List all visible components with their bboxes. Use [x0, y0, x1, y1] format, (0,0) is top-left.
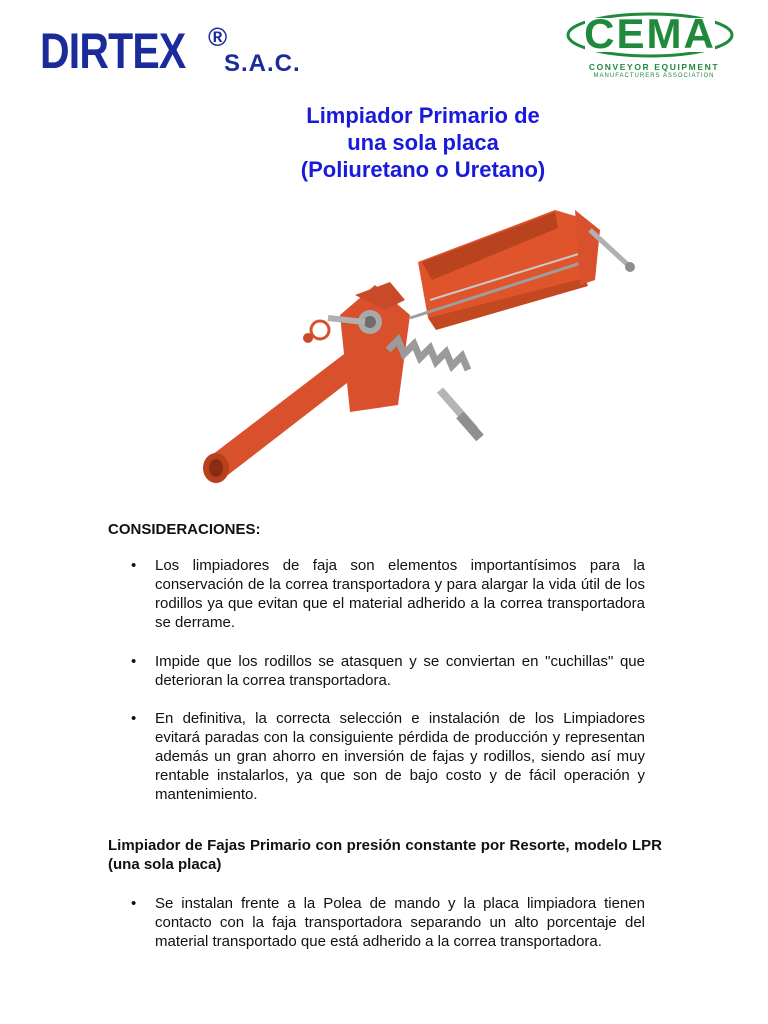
- consideration-item-1: Los limpiadores de faja son elementos importantísimos para la conservación de la correa transportadora y para alargar la vida útil de los rodillos ya que evitan que el material adherido a la correa transportadora se derrame.: [155, 557, 645, 631]
- cema-logo-acronym: CEMA: [584, 10, 716, 57]
- considerations-heading: CONSIDERACIONES:: [108, 521, 261, 538]
- bullet-marker: •: [131, 710, 137, 727]
- model-section-heading: Limpiador de Fajas Primario con presión constante por Resorte, modelo LPR (una sola placa): [108, 837, 662, 873]
- belt-cleaner-illustration: [190, 190, 650, 490]
- bullet-marker: •: [131, 895, 137, 912]
- document-title-line-1: Limpiador Primario de: [306, 103, 540, 128]
- consideration-item-3: En definitiva, la correcta selección e instalación de los Limpiadores evitará paradas con la consiguiente pérdida de producción y representan además un gran ahorro en inversión de fajas y rodillos, siendo así muy rentable instalarlos, ya que son de bajo costo y de fácil operación y mantenimiento.: [155, 710, 645, 803]
- cema-logo: [565, 10, 735, 85]
- model-item-1: Se instalan frente a la Polea de mando y la placa limpiadora tienen contacto con la faja transportadora separando un alto porcentaje del material transportado que está adherido a la correa transportadora.: [155, 895, 645, 950]
- dirtex-logo-suffix: S.A.C.: [224, 50, 301, 77]
- dirtex-logo-reg-mark: ®: [208, 22, 228, 52]
- document-title-line-3: (Poliuretano o Uretano): [300, 157, 546, 182]
- dirtex-logo-name: DIRTEX: [40, 23, 186, 79]
- bullet-marker: •: [131, 557, 137, 574]
- cleaner-blade: [418, 210, 590, 330]
- tension-spring: [388, 340, 480, 438]
- cema-logo-line2: MANUFACTURERS ASSOCIATION: [593, 73, 715, 79]
- consideration-item-2: Impide que los rodillos se atasquen y se conviertan en "cuchillas" que deterioran la correa transportadora.: [155, 653, 645, 689]
- cema-logo-line1: CONVEYOR EQUIPMENT: [588, 62, 720, 72]
- dirtex-logo: [40, 22, 301, 80]
- document-title-line-2: una sola placa: [347, 130, 499, 155]
- bullet-marker: •: [131, 653, 137, 670]
